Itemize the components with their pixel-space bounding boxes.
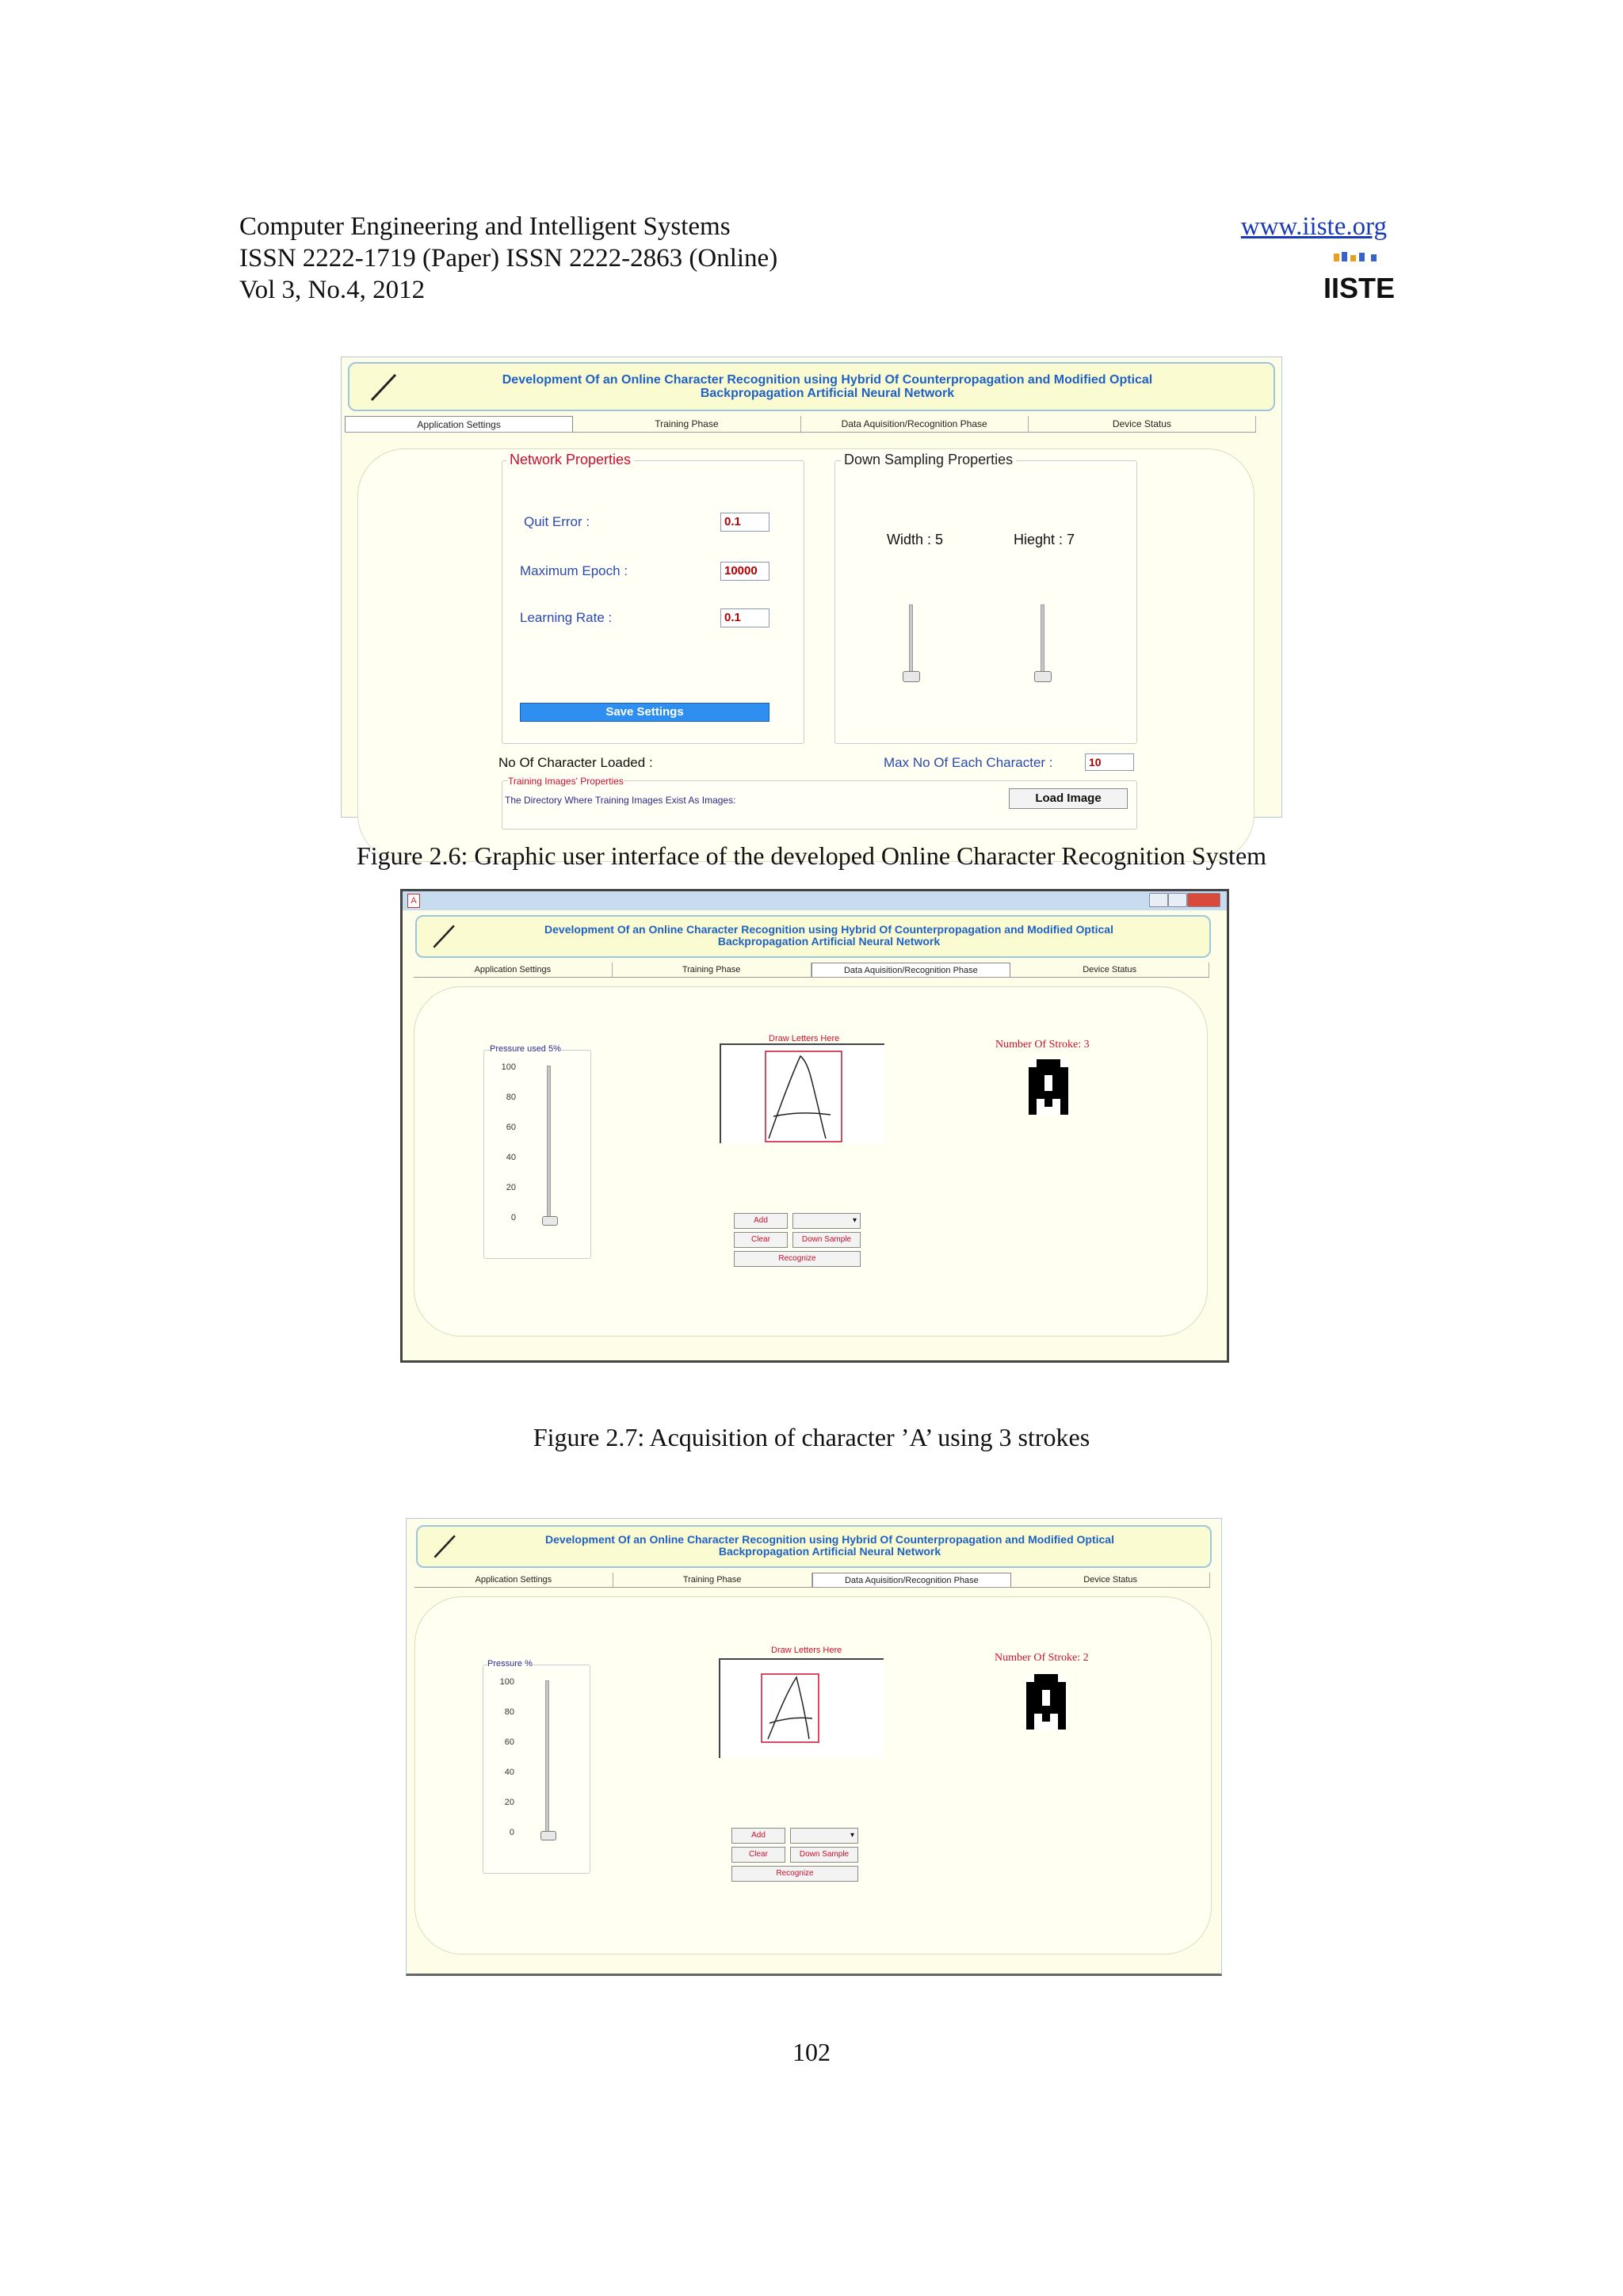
app-title-banner (416, 1525, 1212, 1568)
app-title-line1: Development Of an Online Character Recognition using Hybrid Of Counterpropagation and Modified Optical (544, 923, 1113, 936)
clear-button[interactable]: Clear (731, 1847, 785, 1863)
downsampled-grid (1018, 1674, 1074, 1733)
network-properties-title: Network Properties (506, 452, 634, 468)
tab-application-settings[interactable]: Application Settings (345, 416, 573, 432)
width-label: Width : 5 (887, 532, 944, 547)
tick-40: 40 (506, 1153, 516, 1162)
tick-60: 60 (506, 1123, 516, 1132)
stroke-drawing (720, 1660, 884, 1758)
tick-60: 60 (504, 1737, 514, 1747)
stroke-count-label: Number Of Stroke: 3 (995, 1039, 1090, 1051)
app-title-line1: Development Of an Online Character Recognition using Hybrid Of Counterpropagation and Modified Optical (545, 1533, 1114, 1546)
training-props-title: Training Images' Properties (508, 776, 624, 787)
height-slider-track (1041, 605, 1044, 681)
window-titlebar (403, 891, 1227, 910)
tick-80: 80 (506, 1093, 516, 1102)
tab-application-settings[interactable]: Application Settings (414, 963, 613, 977)
height-slider-thumb[interactable] (1034, 671, 1052, 682)
page-number: 102 (792, 2038, 831, 2066)
down-sample-button[interactable]: Down Sample (790, 1847, 858, 1863)
tick-20: 20 (506, 1183, 516, 1192)
website-link[interactable]: www.iiste.org (1240, 212, 1387, 241)
draw-label: Draw Letters Here (771, 1646, 842, 1655)
tab-device-status[interactable]: Device Status (1010, 963, 1209, 977)
pressure-label: Pressure % (487, 1659, 533, 1669)
pressure-label: Pressure used 5% (490, 1044, 561, 1054)
tab-training-phase[interactable]: Training Phase (573, 416, 800, 432)
tick-80: 80 (504, 1707, 514, 1717)
app-title-line1: Development Of an Online Character Recognition using Hybrid Of Counterpropagation and Modified Optical (502, 373, 1153, 387)
tick-20: 20 (504, 1798, 514, 1807)
fig3-screenshot (406, 1518, 1222, 1976)
maximize-button[interactable] (1168, 893, 1187, 907)
tab-data-acquisition[interactable]: Data Aquisition/Recognition Phase (812, 963, 1011, 977)
down-sample-button[interactable]: Down Sample (792, 1232, 861, 1248)
chars-loaded-label: No Of Character Loaded : (498, 755, 653, 770)
tick-100: 100 (501, 1062, 516, 1072)
quit-error-label: Quit Error : (524, 514, 590, 529)
stroke-drawing (721, 1045, 884, 1143)
journal-title: Computer Engineering and Intelligent Systems (239, 212, 731, 241)
svg-text:IISTE: IISTE (1323, 272, 1396, 304)
draw-label: Draw Letters Here (769, 1034, 840, 1043)
pressure-slider-thumb[interactable] (540, 1831, 556, 1840)
max-epoch-label: Maximum Epoch : (520, 563, 628, 578)
iiste-logo (1323, 250, 1396, 304)
figure-2-7-caption: Figure 2.7: Acquisition of character ’A’ using 3 strokes (533, 1423, 1090, 1451)
pressure-slider-track (547, 1066, 551, 1221)
pressure-slider-track (545, 1680, 549, 1836)
save-settings-button[interactable]: Save Settings (520, 703, 769, 722)
app-title-line2: Backpropagation Artificial Neural Network (717, 935, 941, 948)
tab-bar (414, 963, 1209, 978)
fig2-screenshot (400, 889, 1229, 1363)
app-title-line2: Backpropagation Artificial Neural Network (700, 387, 955, 400)
tab-training-phase[interactable]: Training Phase (613, 1573, 812, 1587)
tab-data-acquisition[interactable]: Data Aquisition/Recognition Phase (801, 416, 1029, 432)
recognize-button[interactable]: Recognize (731, 1866, 858, 1882)
tick-0: 0 (509, 1828, 514, 1837)
width-slider-track (909, 605, 913, 681)
character-select[interactable]: ▾ (790, 1828, 858, 1844)
max-epoch-input[interactable]: 10000 (720, 562, 769, 581)
drawing-canvas[interactable] (719, 1658, 884, 1758)
downsampled-char-grid (1021, 1059, 1076, 1115)
tick-100: 100 (499, 1677, 514, 1687)
app-icon: A (407, 894, 420, 908)
stroke-count-label: Number Of Stroke: 2 (995, 1652, 1089, 1664)
tick-40: 40 (504, 1768, 514, 1777)
load-image-button[interactable]: Load Image (1009, 788, 1128, 809)
clear-button[interactable]: Clear (734, 1232, 788, 1248)
max-each-input[interactable]: 10 (1085, 753, 1134, 771)
tab-device-status[interactable]: Device Status (1011, 1573, 1210, 1587)
tick-0: 0 (510, 1213, 516, 1222)
down-sampling-group (834, 460, 1137, 744)
downsampled-grid (1021, 1059, 1076, 1119)
figure-2-6-caption: Figure 2.6: Graphic user interface of the developed Online Character Recognition System (356, 841, 1267, 870)
learning-rate-label: Learning Rate : (520, 610, 613, 625)
learning-rate-input[interactable]: 0.1 (720, 608, 769, 627)
close-button[interactable] (1187, 893, 1220, 907)
tab-data-acquisition[interactable]: Data Aquisition/Recognition Phase (812, 1573, 1012, 1587)
app-title-banner (348, 362, 1275, 411)
width-slider-thumb[interactable] (903, 671, 920, 682)
down-sampling-title: Down Sampling Properties (841, 452, 1016, 468)
quit-error-input[interactable]: 0.1 (720, 513, 769, 532)
height-label: Hieght : 7 (1014, 532, 1075, 547)
pressure-slider-thumb[interactable] (542, 1216, 558, 1226)
add-button[interactable]: Add (731, 1828, 785, 1844)
tab-application-settings[interactable]: Application Settings (414, 1573, 613, 1587)
drawing-canvas[interactable] (720, 1043, 884, 1143)
issn: ISSN 2222-1719 (Paper) ISSN 2222-2863 (Online) (239, 244, 778, 273)
tab-device-status[interactable]: Device Status (1029, 416, 1256, 432)
tab-bar (345, 416, 1256, 433)
volume: Vol 3, No.4, 2012 (239, 276, 426, 304)
app-title-banner (415, 915, 1211, 958)
character-select[interactable]: ▾ (792, 1213, 861, 1229)
tab-training-phase[interactable]: Training Phase (613, 963, 812, 977)
network-properties-group (502, 460, 804, 744)
tab-bar (414, 1573, 1210, 1588)
fig1-screenshot (341, 357, 1282, 818)
max-each-label: Max No Of Each Character : (884, 755, 1053, 770)
directory-label: The Directory Where Training Images Exist As Images: (505, 795, 736, 806)
recognize-button[interactable]: Recognize (734, 1251, 861, 1267)
add-button[interactable]: Add (734, 1213, 788, 1229)
app-title-line2: Backpropagation Artificial Neural Network (718, 1545, 941, 1558)
minimize-button[interactable] (1149, 893, 1168, 907)
downsampled-char-grid (1018, 1674, 1074, 1730)
